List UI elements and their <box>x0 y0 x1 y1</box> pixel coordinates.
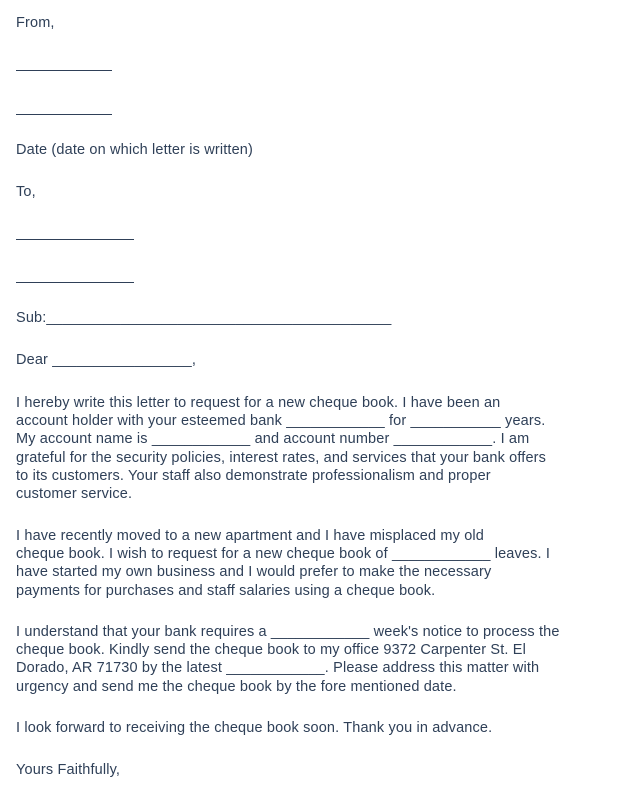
from-blank-line-2 <box>16 114 112 115</box>
body-paragraph-2: I have recently moved to a new apartment and I have misplaced my old cheque book. I wish to request for a new cheque book of ____________ leaves. I have started my own business and I would prefer to make the necessary payments for purchases and staff salaries using a cheque book. <box>16 528 551 599</box>
body-paragraph-4: I look forward to receiving the cheque book soon. Thank you in advance. <box>16 720 493 736</box>
body-paragraph-1: I hereby write this letter to request for a new cheque book. I have been an account holder with your esteemed bank ____________ for ___________ years. My account name is ____________ and account number ____________. I am grateful for the security policies, interest rates, and services that your bank offers to its customers. Your staff also demonstrate professionalism and proper customer service. <box>16 395 547 503</box>
to-blank-line-1 <box>16 239 134 240</box>
from-label: From, <box>16 15 55 31</box>
closing: Yours Faithfully, <box>16 762 121 778</box>
date-label: Date (date on which letter is written) <box>16 142 253 158</box>
salutation: Dear _________________, <box>16 352 197 368</box>
body-paragraph-3: I understand that your bank requires a ____________ week's notice to process the cheque book. Kindly send the cheque book to my office 9372 Carpenter St. El Dorado, AR 71730 by the latest ____________. Please address this matter with urgency and send me the cheque book by the fore mentioned date. <box>16 624 560 695</box>
subject-line: Sub:__________________________________________ <box>16 310 392 326</box>
to-blank-line-2 <box>16 282 134 283</box>
to-label: To, <box>16 184 36 200</box>
from-blank-line-1 <box>16 70 112 71</box>
